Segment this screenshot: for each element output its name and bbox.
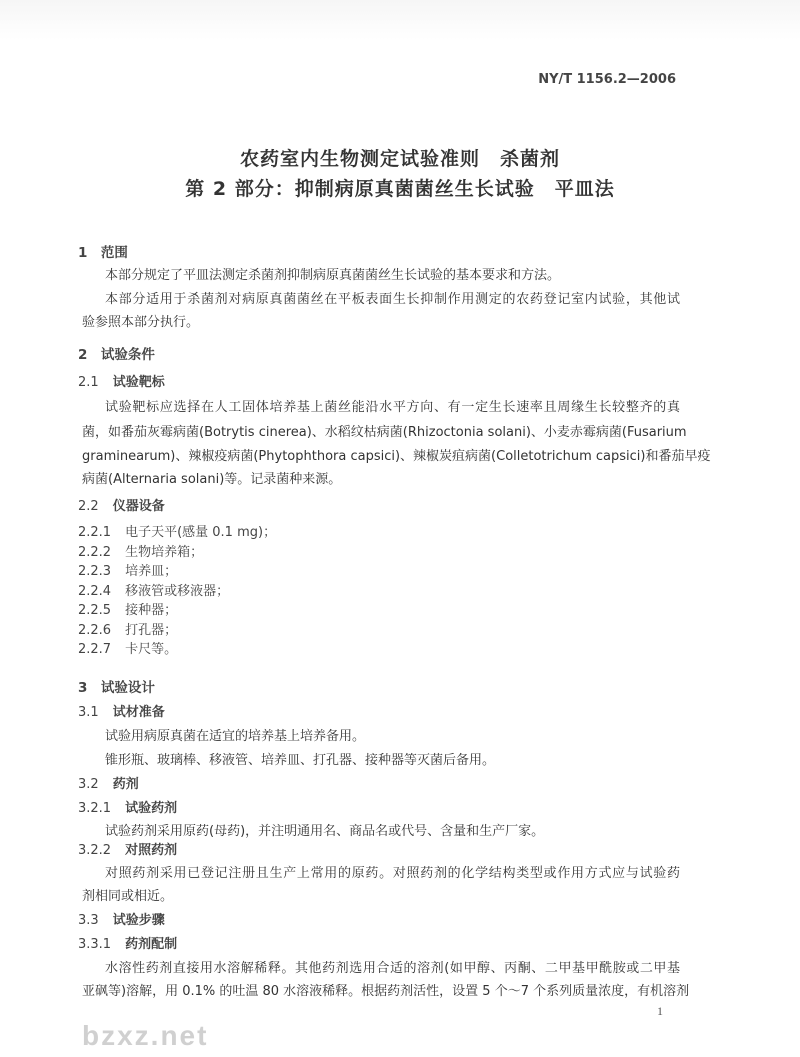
- s1-para2b: 验参照本部分执行。: [82, 315, 200, 330]
- s21-line1: 试验靶标应选择在人工固体培养基上菌丝能沿水平方向、有一定生长速率且周缘生长较整齐的真: [105, 400, 680, 415]
- s331-line2: 亚砜等)溶解，用 0.1% 的吐温 80 水溶液稀释。根据药剂活性，设置 5 个～7 个系列质量浓度，有机溶剂: [82, 984, 690, 999]
- equipment-item: [78, 564, 653, 580]
- equipment-item-text: 电子天平(感量 0.1 mg)；: [125, 525, 277, 540]
- s21-line3: graminearum)、辣椒疫病菌(Phytophthora capsici)、辣椒炭疽病菌(Colletotrichum capsici)和番茄早疫: [82, 449, 711, 464]
- equipment-item-number: 2.2.4: [78, 583, 112, 599]
- equipment-item: [78, 642, 653, 658]
- equipment-item-text: 卡尺等。: [125, 642, 178, 657]
- equipment-item: [78, 584, 653, 600]
- equipment-item-number: 2.2.7: [78, 642, 112, 657]
- equipment-item-number: 2.2.2: [78, 544, 112, 560]
- equipment-item-number: 2.2.3: [78, 564, 112, 579]
- watermark: bzxz.net: [82, 1020, 209, 1051]
- equipment-item-text: 打孔器；: [125, 622, 178, 638]
- s21-line4: 病菌(Alternaria solani)等。记录菌种来源。: [82, 472, 342, 487]
- equipment-item-number: 2.2.1: [78, 525, 112, 540]
- equipment-item-text: 生物培养箱；: [125, 544, 204, 560]
- equipment-item-text: 培养皿；: [125, 564, 178, 579]
- section-2-2-heading: 2.2 仪器设备: [78, 499, 165, 514]
- section-3-2-2-heading: 3.2.2 对照药剂: [78, 843, 178, 858]
- equipment-item: [78, 623, 653, 639]
- section-1-heading: 1 范围: [78, 245, 128, 261]
- s322-line1: 对照药剂采用已登记注册且生产上常用的原药。对照药剂的化学结构类型或作用方式应与试验药: [105, 866, 680, 881]
- equipment-item: [78, 603, 653, 619]
- equipment-item-text: 移液管或移液器；: [125, 583, 230, 599]
- section-3-2-1-heading: 3.2.1 试验药剂: [78, 801, 178, 816]
- section-3-3-heading: 3.3 试验步骤: [78, 913, 165, 928]
- doc-title-line2: 第 2 部分：抑制病原真菌菌丝生长试验 平皿法: [185, 178, 615, 200]
- equipment-item-number: 2.2.6: [78, 622, 112, 638]
- s1-para2a: 本部分适用于杀菌剂对病原真菌菌丝在平板表面生长抑制作用测定的农药登记室内试验，其他试: [105, 292, 680, 307]
- section-3-heading: 3 试验设计: [78, 680, 155, 696]
- s21-line2: 菌，如番茄灰霉病菌(Botrytis cinerea)、水稻纹枯病菌(Rhizoctonia solani)、小麦赤霉病菌(Fusarium: [82, 425, 687, 440]
- section-2-1-heading: 2.1 试验靶标: [78, 375, 165, 390]
- s322-line2: 剂相同或相近。: [82, 889, 174, 904]
- equipment-item-text: 接种器；: [125, 603, 178, 618]
- standard-number: NY/T 1156.2—2006: [538, 72, 676, 87]
- equipment-item-number: 2.2.5: [78, 603, 112, 618]
- equipment-item: [78, 545, 653, 561]
- section-2-heading: 2 试验条件: [78, 347, 155, 363]
- doc-title-line1: 农药室内生物测定试验准则 杀菌剂: [239, 148, 560, 170]
- s1-para1: 本部分规定了平皿法测定杀菌剂抑制病原真菌菌丝生长试验的基本要求和方法。: [105, 268, 561, 283]
- section-3-1-heading: 3.1 试材准备: [78, 705, 165, 720]
- section-3-3-1-heading: 3.3.1 药剂配制: [78, 937, 178, 952]
- equipment-item: [78, 525, 653, 541]
- s331-line1: 水溶性药剂直接用水溶解稀释。其他药剂选用合适的溶剂(如甲醇、丙酮、二甲基甲酰胺或二甲基: [105, 961, 680, 976]
- s31-para1: 试验用病原真菌在适宜的培养基上培养备用。: [105, 729, 366, 744]
- s321-para: 试验药剂采用原药(母药)，并注明通用名、商品名或代号、含量和生产厂家。: [105, 824, 545, 839]
- page-number: 1: [657, 1004, 663, 1018]
- s31-para2: 锥形瓶、玻璃棒、移液管、培养皿、打孔器、接种器等灭菌后备用。: [105, 753, 496, 768]
- section-3-2-heading: 3.2 药剂: [78, 777, 139, 792]
